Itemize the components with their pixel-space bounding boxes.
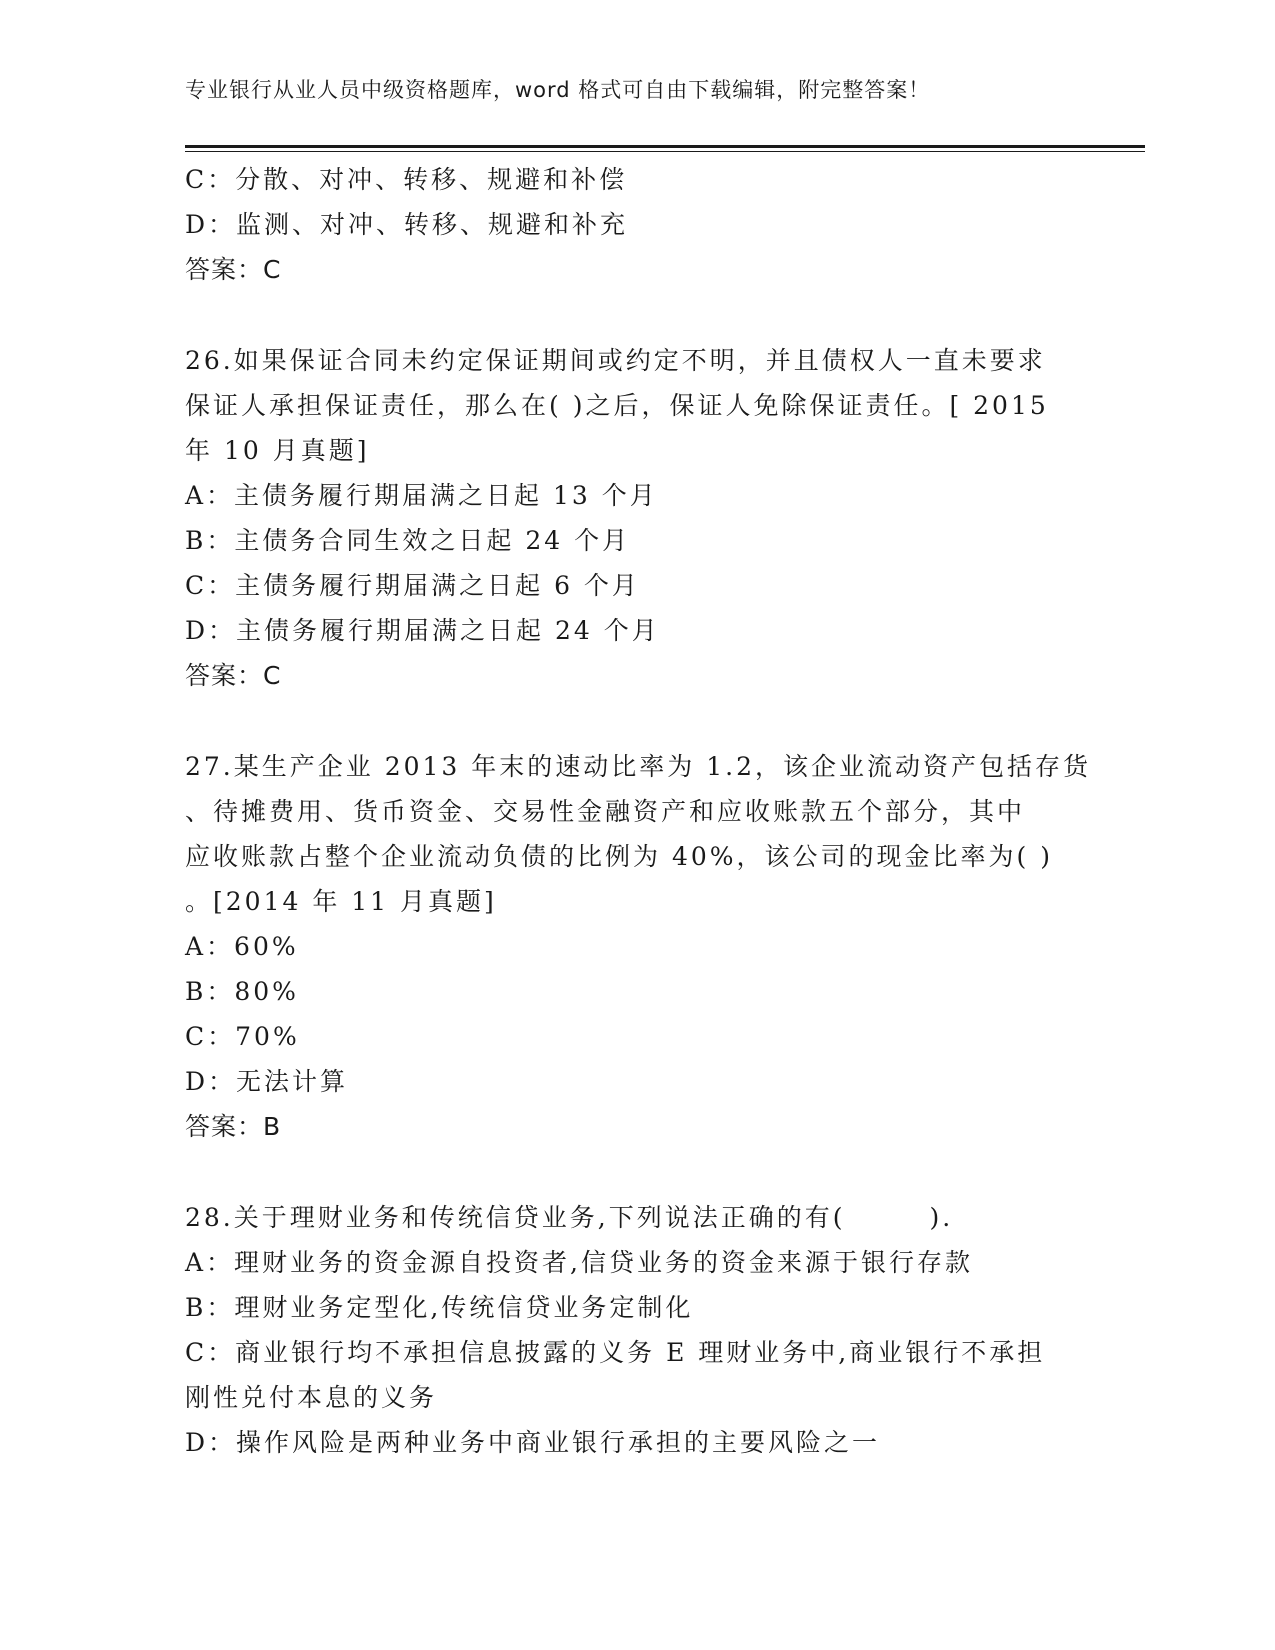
question-text-line: 27.某生产企业 2013 年末的速动比率为 1.2，该企业流动资产包括存货: [185, 752, 1091, 781]
option-line: 刚性兑付本息的义务: [185, 1383, 438, 1412]
page-header: 专业银行从业人员中级资格题库，word 格式可自由下载编辑，附完整答案！: [185, 78, 931, 102]
option-line: A：理财业务的资金源自投资者,信贷业务的资金来源于银行存款: [185, 1248, 974, 1277]
block-gap: [185, 1149, 1085, 1195]
header-rule-thick: [185, 145, 1145, 148]
answer-line: 答案：B: [185, 1112, 282, 1141]
option-line: B：主债务合同生效之日起 24 个月: [185, 526, 631, 555]
question-text-line: 28.关于理财业务和传统信贷业务,下列说法正确的有( ).: [185, 1203, 954, 1232]
option-line: B：80%: [185, 977, 299, 1006]
block-gap: [185, 292, 1085, 338]
option-line: D：操作风险是两种业务中商业银行承担的主要风险之一: [185, 1428, 881, 1457]
answer-line: 答案：C: [185, 661, 282, 690]
option-line: D：监测、对冲、转移、规避和补充: [185, 210, 629, 239]
question-text-line: 保证人承担保证责任，那么在( )之后，保证人免除保证责任。[ 2015: [185, 391, 1049, 420]
question-content: [185, 157, 1091, 1465]
question-text-line: 。[2014 年 11 月真题]: [185, 887, 497, 916]
option-line: A：主债务履行期届满之日起 13 个月: [185, 481, 658, 510]
option-line: C：70%: [185, 1022, 300, 1051]
question-text-line: 、待摊费用、货币资金、交易性金融资产和应收账款五个部分，其中: [185, 797, 1026, 826]
question-text-line: 26.如果保证合同未约定保证期间或约定不明，并且债权人一直未要求: [185, 346, 1046, 375]
answer-line: 答案：C: [185, 255, 282, 284]
option-line: A：60%: [185, 932, 299, 961]
question-text-line: 应收账款占整个企业流动负债的比例为 40%，该公司的现金比率为( ): [185, 842, 1053, 871]
header-rule-thin: [185, 151, 1145, 152]
option-line: C：商业银行均不承担信息披露的义务 E 理财业务中,商业银行不承担: [185, 1338, 1046, 1367]
question-text-line: 年 10 月真题]: [185, 436, 370, 465]
option-line: B：理财业务定型化,传统信贷业务定制化: [185, 1293, 694, 1322]
block-gap: [185, 698, 1085, 744]
option-line: D：无法计算: [185, 1067, 349, 1096]
option-line: C：分散、对冲、转移、规避和补偿: [185, 165, 628, 194]
option-line: C：主债务履行期届满之日起 6 个月: [185, 571, 640, 600]
option-line: D：主债务履行期届满之日起 24 个月: [185, 616, 660, 645]
